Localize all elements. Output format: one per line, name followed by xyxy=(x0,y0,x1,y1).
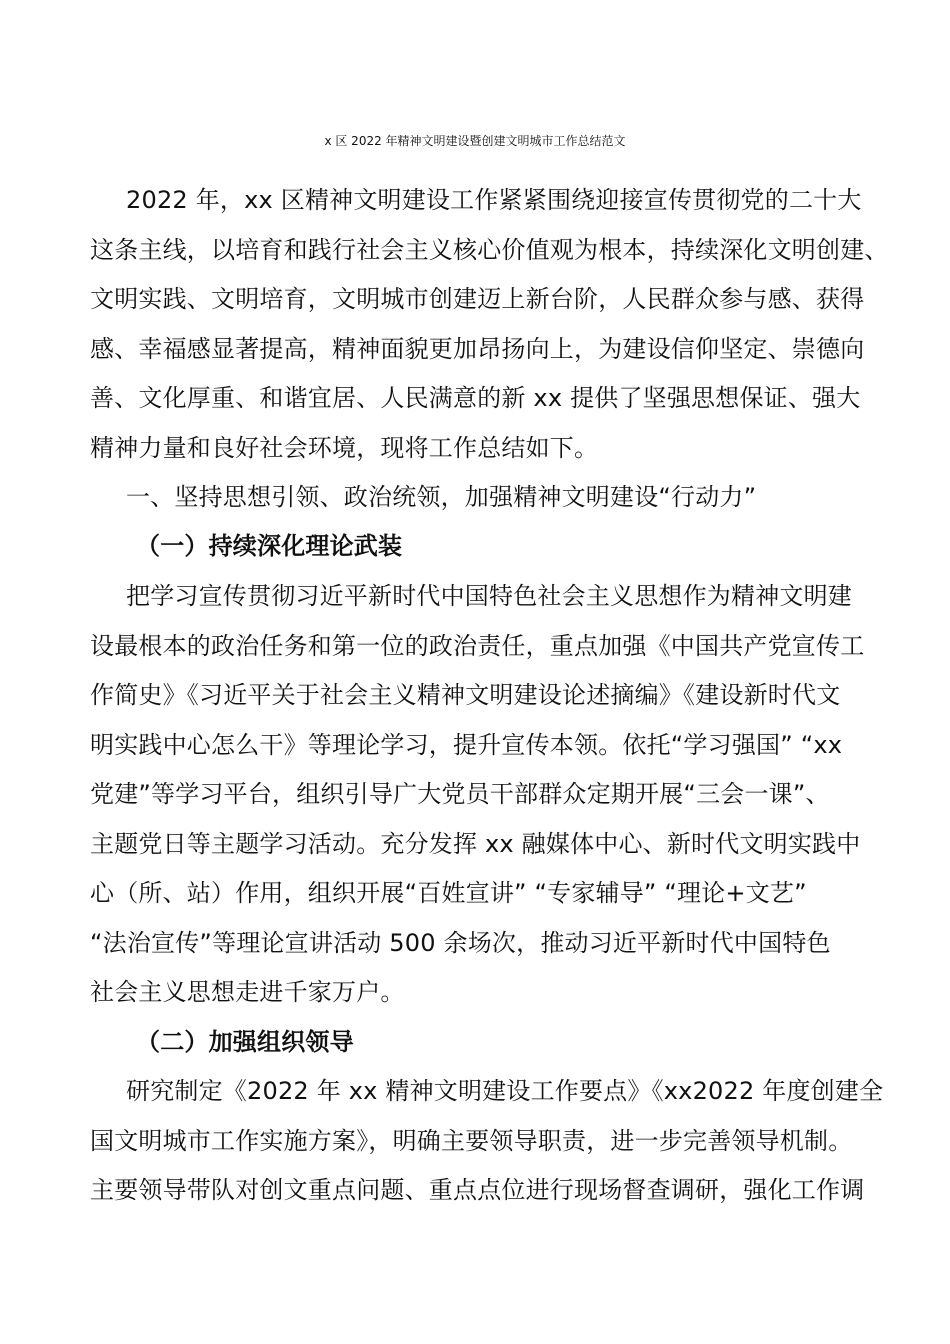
intro-line-4: 感、幸福感显著提高，精神面貌更加昂扬向上，为建设信仰坚定、崇德向 xyxy=(90,335,865,363)
subsection-2-line-2: 国文明城市工作实施方案》，明确主要领导职责，进一步完善领导机制。 xyxy=(90,1127,853,1155)
section-1-heading: 一、坚持思想引领、政治统领，加强精神文明建设“行动力” xyxy=(126,483,757,511)
intro-line-1: 2022 年，xx 区精神文明建设工作紧紧围绕迎接宣传贯彻党的二十大 xyxy=(126,186,862,214)
subsection-1-line-9: 社会主义思想走进千家万户。 xyxy=(90,978,405,1006)
subsection-2-line-1: 研究制定《2022 年 xx 精神文明建设工作要点》《xx2022 年度创建全 xyxy=(126,1077,884,1105)
subsection-1-line-4: 明实践中心怎么干》等理论学习，提升宣传本领。依托“学习强国” “xx xyxy=(90,731,843,759)
subsection-1-line-5: 党建”等学习平台，组织引导广大党员干部群众定期开展“三会一课”、 xyxy=(90,780,830,808)
intro-line-5: 善、文化厚重、和谐宜居、人民满意的新 xx 提供了坚强思想保证、强大 xyxy=(90,384,861,412)
subsection-1-line-8: “法治宣传”等理论宣讲活动 500 余场次，推动习近平新时代中国特色 xyxy=(90,929,831,957)
subsection-2-heading: （二）加强组织领导 xyxy=(136,1028,354,1056)
intro-line-2: 这条主线，以培育和践行社会主义核心价值观为根本，持续深化文明创建、 xyxy=(90,236,889,264)
subsection-2-line-3: 主要领导带队对创文重点问题、重点点位进行现场督查调研，强化工作调 xyxy=(90,1176,865,1204)
intro-line-6: 精神力量和良好社会环境，现将工作总结如下。 xyxy=(90,434,599,462)
subsection-1-line-2: 设最根本的政治任务和第一位的政治责任，重点加强《中国共产党宣传工 xyxy=(90,632,865,660)
subsection-1-line-1: 把学习宣传贯彻习近平新时代中国特色社会主义思想作为精神文明建 xyxy=(126,582,852,610)
subsection-1-heading: （一）持续深化理论武装 xyxy=(136,532,403,560)
intro-line-3: 文明实践、文明培育，文明城市创建迈上新台阶，人民群众参与感、获得 xyxy=(90,285,865,313)
document-title: x 区 2022 年精神文明建设暨创建文明城市工作总结范文 xyxy=(324,134,626,148)
subsection-1-line-3: 作简史》《习近平关于社会主义精神文明建设论述摘编》《建设新时代文 xyxy=(90,681,841,709)
subsection-1-line-6: 主题党日等主题学习活动。充分发挥 xx 融媒体中心、新时代文明实践中 xyxy=(90,830,861,858)
subsection-1-line-7: 心（所、站）作用，组织开展“百姓宣讲” “专家辅导” “理论+文艺” xyxy=(90,879,807,907)
